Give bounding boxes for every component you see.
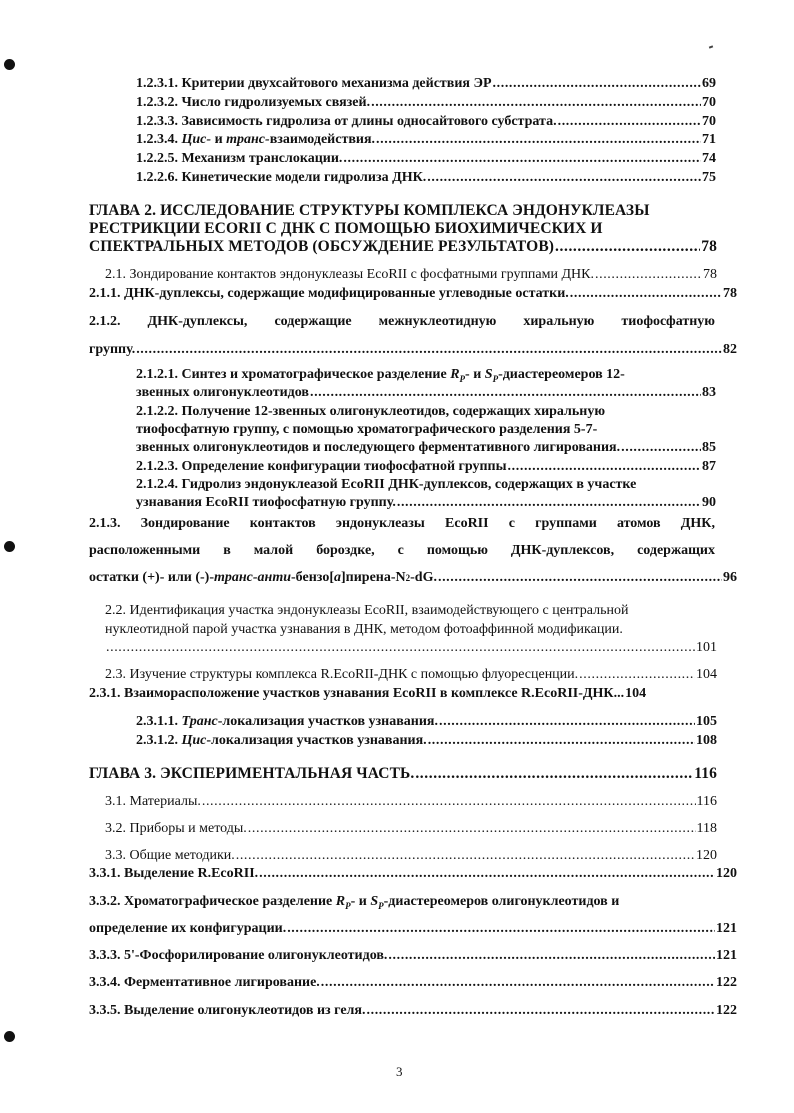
- leader-dots: [310, 385, 701, 401]
- toc-entry-1-2-3-1[interactable]: 1.2.3.1. Критерии двухсайтового механизма действия ЭР ..... 69: [136, 76, 716, 92]
- leader-dots: [428, 733, 695, 749]
- leader-dots: [438, 570, 722, 586]
- toc-entry-2-3[interactable]: 2.3. Изучение структуры комплекса R.EcoRII-ДНК с помощью флуоресценции. ..... 104: [105, 667, 717, 683]
- leader-dots: [321, 975, 715, 991]
- leader-dots: [376, 132, 701, 148]
- leader-dots: [343, 151, 701, 167]
- chapter-2-heading-line-1: ГЛАВА 2. ИССЛЕДОВАНИЕ СТРУКТУРЫ КОМПЛЕКСА ЭНДОНУКЛЕАЗЫ: [89, 202, 650, 219]
- toc-entry-3-3-5[interactable]: 3.3.5. Выделение олигонуклеотидов из геля. ..... 122: [89, 1003, 737, 1019]
- toc-entry-3-3-3[interactable]: 3.3.3. 5'-Фосфорилирование олигонуклеотидов. ..... 121: [89, 948, 737, 964]
- leader-dots: [595, 267, 702, 283]
- toc-entry-2-1-2-4-line-1[interactable]: 2.1.2.4. Гидролиз эндонуклеазой EcoRII ДНК-дуплексов, содержащих в участке: [136, 477, 637, 492]
- leader-dots: [397, 495, 701, 511]
- page-ref: 87: [702, 459, 716, 474]
- toc-entry-2-1-2-line-1[interactable]: 2.1.2. ДНК-дуплексы, содержащие межнуклеотидную хиральную тиофосфатную: [89, 314, 715, 329]
- page-ref: 82: [723, 342, 737, 357]
- page-ref: 121: [716, 948, 737, 963]
- page-ref: 75: [702, 170, 716, 185]
- page-ref: 122: [716, 975, 737, 990]
- toc-entry-2-1-2-2-line-2[interactable]: тиофосфатную группу, с помощью хроматографического разделения 5-7-: [136, 422, 598, 437]
- leader-dots: [508, 459, 701, 475]
- page-ref: 78: [723, 286, 737, 301]
- leader-dots: [558, 114, 701, 130]
- page-ref: 85: [702, 440, 716, 455]
- toc-entry-2-3-1-2[interactable]: 2.3.1.2. Цис -локализация участков узнавания. ..... 108: [136, 733, 717, 749]
- toc-entry-2-1-2-2-line-1[interactable]: 2.1.2.2. Получение 12-звенных олигонуклеотидов, содержащих хиральную: [136, 404, 606, 419]
- leader-dots: [106, 640, 695, 656]
- toc-entry-2-3-1-1[interactable]: 2.3.1.1. Транс -локализация участков узнавания. ..... 105: [136, 714, 717, 730]
- toc-entry-2-1-3-line-2[interactable]: расположенными в малой бороздке, с помощью ДНК-дуплексов, содержащих: [89, 543, 715, 558]
- page-ref: 104: [696, 667, 717, 682]
- leader-dots: [248, 821, 696, 837]
- toc-entry-chapter-2[interactable]: СПЕКТРАЛЬНЫХ МЕТОДОВ (ОБСУЖДЕНИЕ РЕЗУЛЬТАТОВ) ..... 78: [89, 239, 717, 255]
- leader-dots: [570, 286, 722, 302]
- leader-dots: [287, 921, 715, 937]
- toc-entry-2-1-2-4-line-2[interactable]: узнавания EcoRII тиофосфатную группу. ..... 90: [136, 495, 716, 511]
- page-ref: 121: [716, 921, 737, 936]
- page-ref: 96: [723, 570, 737, 585]
- toc-entry-2-2-line-3[interactable]: [105, 640, 717, 656]
- leader-dots: [621, 440, 701, 456]
- page-ref: 83: [702, 385, 716, 400]
- toc-entry-2-1-2-1-line-1[interactable]: 2.1.2.1. Синтез и хроматографическое разделение $R_P-$ и $S_P$-диастереомеров 12-: [136, 367, 625, 384]
- page-ref: 120: [696, 848, 717, 863]
- page-ref: 118: [696, 821, 717, 836]
- leader-dots: [367, 1003, 716, 1019]
- toc-entry-3-3[interactable]: 3.3. Общие методики. ..... 120: [105, 848, 717, 864]
- punch-hole-bottom: [4, 1031, 15, 1042]
- page-ref: 78: [701, 238, 717, 255]
- toc-entry-2-1-2-line-2[interactable]: группу. ..... 82: [89, 342, 737, 358]
- toc-entry-2-1-2-1-line-2[interactable]: звенных олигонуклеотидов ..... 83: [136, 385, 716, 401]
- page-ref: 120: [716, 866, 737, 881]
- toc-entry-3-2[interactable]: 3.2. Приборы и методы. ..... 118: [105, 821, 717, 837]
- page-ref: 90: [702, 495, 716, 510]
- page-ref: 78: [703, 267, 717, 282]
- leader-dots: [579, 667, 695, 683]
- toc-entry-1-2-3-4[interactable]: 1.2.3.4. Цис- и транс- взаимодействия. ..... 71: [136, 132, 716, 148]
- leader-dots: [439, 714, 695, 730]
- toc-entry-3-3-1[interactable]: 3.3.1. Выделение R.EcoRII. ..... 120: [89, 866, 737, 882]
- page-ref: 70: [702, 114, 716, 129]
- page-ref: 116: [696, 794, 717, 809]
- page-ref: 74: [702, 151, 716, 166]
- chapter-2-heading-line-2: РЕСТРИКЦИИ ECORII С ДНК С ПОМОЩЬЮ БИОХИМИЧЕСКИХ И: [89, 220, 603, 237]
- page-ref: 104: [625, 686, 647, 701]
- scan-mark: [709, 45, 713, 48]
- toc-entry-3-1[interactable]: 3.1. Материалы. ..... 116: [105, 794, 717, 810]
- leader-dots: [259, 866, 715, 882]
- toc-entry-2-1-2-3[interactable]: 2.1.2.3. Определение конфигурации тиофосфатной группы ..... 87: [136, 459, 716, 475]
- toc-entry-chapter-3[interactable]: ГЛАВА 3. ЭКСПЕРИМЕНТАЛЬНАЯ ЧАСТЬ. ..... 116: [89, 766, 717, 782]
- leader-dots: [427, 170, 701, 186]
- toc-entry-2-2-line-1[interactable]: 2.2. Идентификация участка эндонуклеазы EcoRII, взаимодействующего с центральной: [105, 603, 629, 618]
- toc-entry-1-2-2-6[interactable]: 1.2.2.6. Кинетические модели гидролиза ДНК. ..... 75: [136, 170, 716, 186]
- toc-entry-2-3-1[interactable]: 2.3.1. Взаиморасположение участков узнавания EcoRII в комплексе R.EcoRII-ДНК... 104: [89, 686, 647, 701]
- page-ref: 70: [702, 95, 716, 110]
- page-ref: 71: [702, 132, 716, 147]
- page-ref: 105: [696, 714, 717, 729]
- page-ref: 116: [694, 765, 717, 782]
- toc-entry-3-3-2-line-2[interactable]: определение их конфигурации. ..... 121: [89, 921, 737, 937]
- punch-hole-top: [4, 59, 15, 70]
- page-ref: 108: [696, 733, 717, 748]
- leader-dots: [415, 766, 693, 782]
- leader-dots: [136, 342, 722, 358]
- punch-hole-middle: [4, 541, 15, 552]
- toc-entry-2-1-2-2-line-3[interactable]: звенных олигонуклеотидов и последующего ферментативного лигирования. ..... 85: [136, 440, 716, 456]
- leader-dots: [555, 239, 700, 255]
- leader-dots: [236, 848, 695, 864]
- toc-entry-3-3-4[interactable]: 3.3.4. Ферментативное лигирование. ..... 122: [89, 975, 737, 991]
- toc-entry-1-2-2-5[interactable]: 1.2.2.5. Механизм транслокации. ..... 74: [136, 151, 716, 167]
- toc-entry-1-2-3-2[interactable]: 1.2.3.2. Число гидролизуемых связей. ..... 70: [136, 95, 716, 111]
- toc-entry-1-2-3-3[interactable]: 1.2.3.3. Зависимость гидролиза от длины односайтового субстрата. ..... 70: [136, 114, 716, 130]
- page-ref: 122: [716, 1003, 737, 1018]
- page-ref: 69: [702, 76, 716, 91]
- page-ref: 101: [696, 640, 717, 655]
- toc-entry-3-3-2-line-1[interactable]: 3.3.2. Хроматографическое разделение $R_P-$ и $S_P$-диастереомеров олигонуклеотидов и: [89, 894, 620, 911]
- toc-entry-2-1[interactable]: 2.1. Зондирование контактов эндонуклеазы EcoRII с фосфатными группами ДНК. ..... 78: [105, 267, 717, 283]
- leader-dots: [493, 76, 701, 92]
- toc-entry-2-2-line-2[interactable]: нуклеотидной парой участка узнавания в ДНК, методом фотоаффинной модификации.: [105, 622, 623, 637]
- toc-entry-2-1-3-line-1[interactable]: 2.1.3. Зондирование контактов эндонуклеазы EcoRII с группами атомов ДНК,: [89, 516, 715, 531]
- leader-dots: [371, 95, 701, 111]
- leader-dots: [202, 794, 696, 810]
- toc-entry-2-1-1[interactable]: 2.1.1. ДНК-дуплексы, содержащие модифицированные углеводные остатки. ..... 78: [89, 286, 737, 302]
- toc-entry-2-1-3-line-3[interactable]: остатки (+)- или (-)- транс-анти -бензо[ a ]пирена-N 2 -dG. ..... 96: [89, 570, 737, 586]
- page-number: 3: [396, 1064, 403, 1079]
- leader-dots: [388, 948, 715, 964]
